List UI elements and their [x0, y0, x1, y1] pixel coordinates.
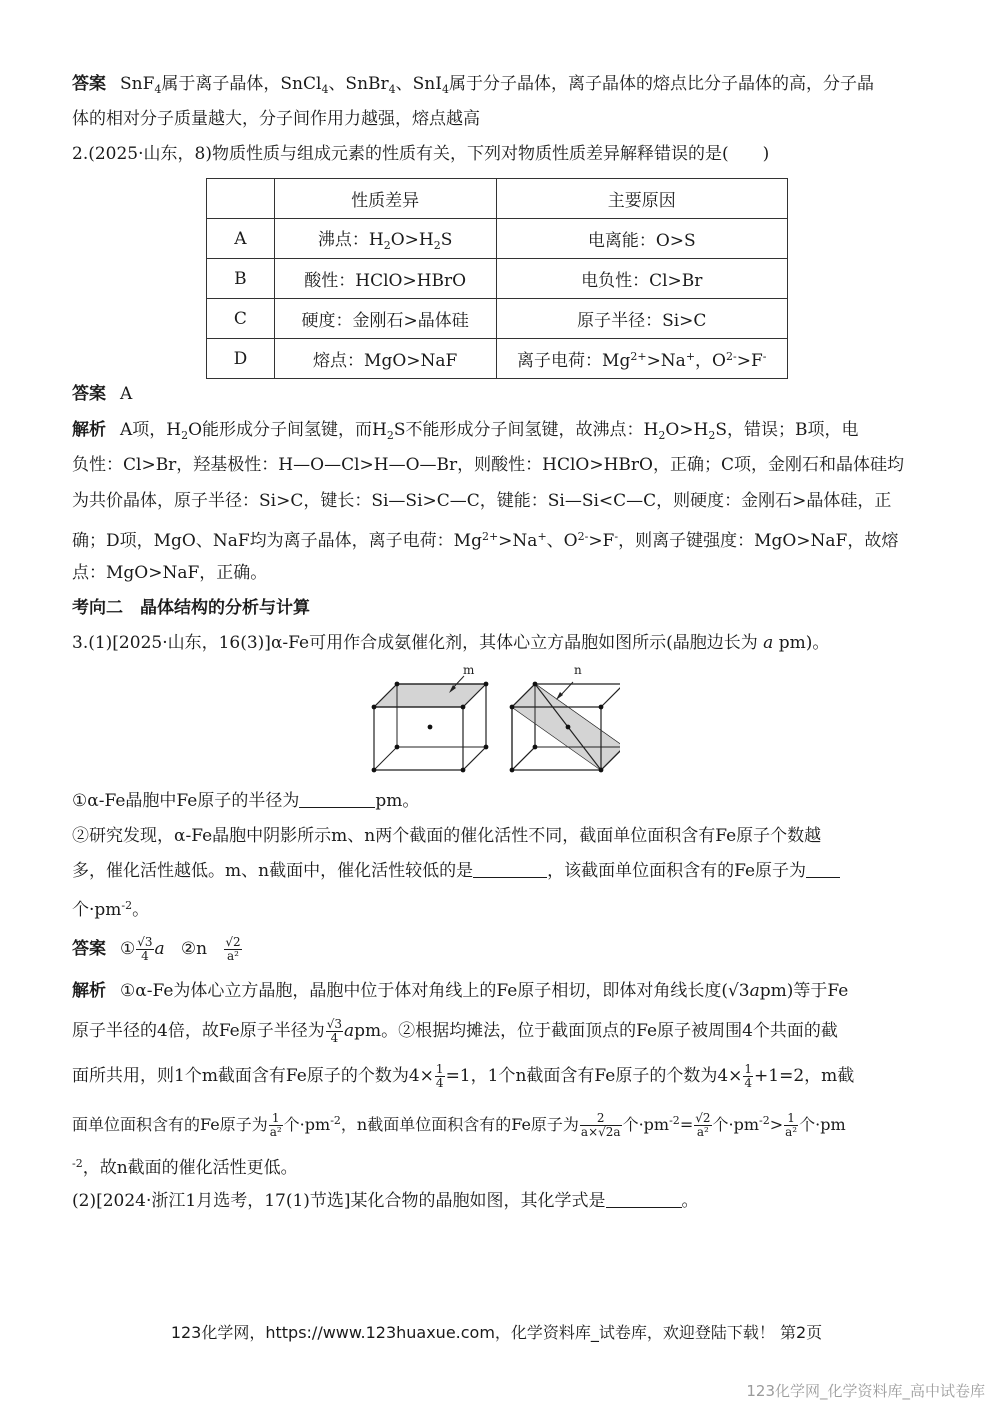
answer-blank [473, 861, 547, 878]
body-center-atom [428, 725, 433, 730]
question-3-sub-2: ②研究发现，α-Fe晶胞中阴影所示m、n两个截面的催化活性不同，截面单位面积含有Fe原子个数越 [72, 826, 822, 846]
analysis-2-line-3: 为共价晶体，原子半径：Si>C，键长：Si—Si>C—C，键能：Si—Si<C—C，则硬度：金刚石>晶体硅，正 [72, 491, 892, 511]
question-2-stem: 2.(2025·山东，8)物质性质与组成元素的性质有关，下列对物质性质差异解释错误的是( ) [72, 144, 770, 164]
analysis-3-line-3: 面所共用，则1个m截面含有Fe原子的个数为4× $\frac{1}{4}$ =1，1个n截面含有Fe原子的个数为4× $\frac{1}{4}$ +1=2，m截 [72, 1062, 855, 1090]
question-2-table [206, 178, 788, 379]
analysis-2-line-5: 点：MgO>NaF，正确。 [72, 563, 268, 583]
answer-label: 答案 [72, 384, 106, 404]
reason-cell: 电离能：O>S [496, 219, 787, 259]
table-header-row [207, 179, 788, 219]
question-2-answer: 答案 A [72, 384, 133, 404]
table-header-cell: 主要原因 [496, 179, 787, 219]
answer-label: 答案 [72, 939, 106, 959]
reason-cell: 原子半径：Si>C [496, 299, 787, 339]
answer-blank [299, 791, 375, 808]
shaded-plane-m [374, 684, 486, 707]
question-3-sub-1: ①α-Fe晶胞中Fe原子的半径为 pm。 [72, 791, 420, 811]
bcc-unit-cell-figure [360, 660, 620, 780]
analysis-3-line-1: 解析 ①α-Fe为体心立方晶胞，晶胞中位于体对角线上的Fe原子相切，即体对角线长度(√3apm)等于Fe [72, 981, 849, 1001]
analysis-3-line-2: 原子半径的4倍，故Fe原子半径为 $\frac{√3}{4}$ apm。②根据均摊法，位于截面顶点的Fe原子被周围4个共面的截 [72, 1017, 838, 1045]
page-footer: 123化学网，https://www.123huaxue.com，化学资料库_试卷库，欢迎登陆下载！ 第2页 [170, 1323, 823, 1342]
answer-blank [606, 1191, 682, 1208]
question-3-sub-3: 多，催化活性越低。m、n截面中，催化活性较低的是 ，该截面单位面积含有的Fe原子为 [72, 860, 840, 882]
property-cell: 熔点：MgO>NaF [274, 339, 496, 379]
table-header-cell [207, 179, 275, 219]
analysis-label: 解析 [72, 981, 106, 1001]
table-row [207, 259, 788, 299]
analysis-2-line-2: 负性：Cl>Br，羟基极性：H—O—Cl>H—O—Br，则酸性：HClO>HBrO，正确；C项，金刚石和晶体硅均 [72, 455, 904, 475]
analysis-label: 解析 [72, 420, 106, 440]
table-row [207, 219, 788, 259]
option-label: C [207, 299, 275, 339]
reason-cell: 电负性：Cl>Br [496, 259, 787, 299]
cube-m [374, 676, 486, 770]
question-3-sub-4: 个$\cdot pm^{-2}$。 [72, 899, 150, 920]
answer-1-line-1: 答案 SnF$_4$属于离子晶体，SnCl$_4$、SnBr$_4$、SnI$_4$属于分子晶体，离子晶体的熔点比分子晶体的高，分子晶 [72, 74, 874, 96]
answer-label: 答案 [72, 74, 106, 94]
analysis-2-line-1: 解析 A项，$H_2O$能形成分子间氢键，而$H_2S$不能形成分子间氢键，故沸点：$H_2O>H_2S$，错误；B项，电 [72, 420, 859, 442]
analysis-2-line-4: 确；D项，MgO、NaF均为离子晶体，离子电荷：$Mg^{2+}>Na^+$、$O^{2-}>F^-$，则离子键强度：MgO>NaF，故熔 [72, 530, 899, 551]
reason-cell: 离子电荷：$Mg^{2+}>Na^+$，$O^{2-}>F^-$ [496, 339, 787, 379]
question-3-answer: 答案 ① $\frac{√3}{4}$ a ②n $\frac{√2}{\text{a²}}$ [72, 935, 241, 963]
option-label: B [207, 259, 275, 299]
fraction: $\frac{√3}{4}$ [137, 935, 153, 963]
property-cell: 沸点：$H_2O>H_2S$ [274, 219, 496, 259]
section-heading: 考向二 晶体结构的分析与计算 [72, 598, 310, 618]
table-header-cell: 性质差异 [274, 179, 496, 219]
table-row [207, 339, 788, 379]
option-label: D [207, 339, 275, 379]
question-3-stem: 3.(1)[2025·山东，16(3)]α-Fe可用作合成氨催化剂，其体心立方晶胞如图所示(晶胞边长为 a pm)。 [72, 633, 830, 653]
watermark-text: 123化学网_化学资料库_高中试卷库 [746, 1382, 985, 1400]
answer-1-line-2: 体的相对分子质量越大，分子间作用力越强，熔点越高 [72, 109, 480, 129]
fraction: $\frac{√2}{\text{a²}}$ [225, 935, 241, 963]
property-cell: 酸性：HClO>HBrO [274, 259, 496, 299]
label-m: m [463, 663, 475, 677]
analysis-3-line-5: $^{-2}$，故n截面的催化活性更低。 [72, 1157, 298, 1178]
table-row [207, 299, 788, 339]
answer-blank [806, 861, 840, 878]
analysis-3-line-4: 面单位面积含有的Fe原子为 $\frac{1}{\text{a²}}$ 个$\cdot pm^{-2}$，n截面单位面积含有的Fe原子为 $\frac{2}{a\times√2a}$ 个$\cdot pm^{-2}=$ $\frac{√2}{\text{a²}}$ 个$\cdot pm^{-2}>$ $\frac{1}{\text{a²}}$ 个·pm [72, 1111, 846, 1139]
body-center-atom [566, 725, 571, 730]
property-cell: 硬度：金刚石>晶体硅 [274, 299, 496, 339]
question-3-part-2: (2)[2024·浙江1月选考，17(1)节选]某化合物的晶胞如图，其化学式是 。 [72, 1191, 699, 1211]
option-label: A [207, 219, 275, 259]
label-n: n [574, 663, 582, 677]
